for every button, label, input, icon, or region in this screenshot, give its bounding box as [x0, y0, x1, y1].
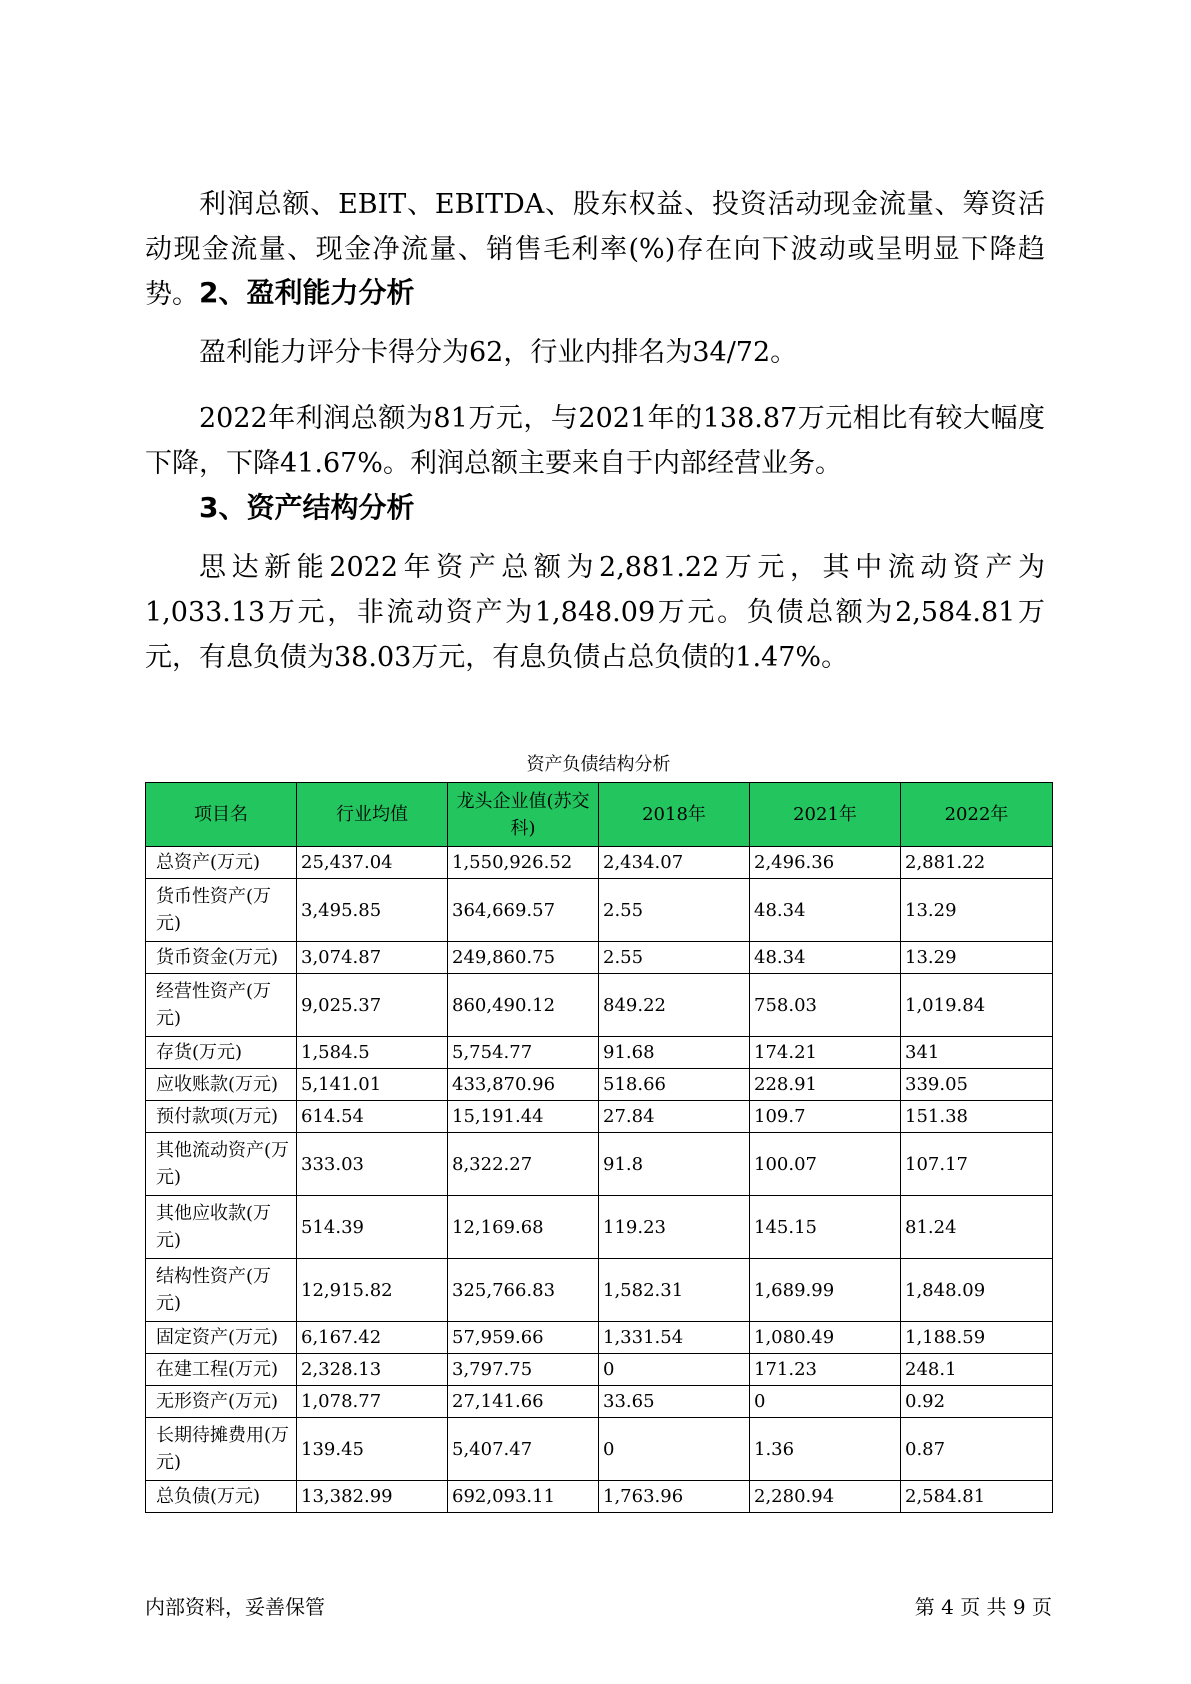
- cell: 1,848.09: [901, 1259, 1053, 1322]
- cell: 325,766.83: [448, 1259, 599, 1322]
- table-row: [146, 1133, 1053, 1196]
- table-row: [146, 879, 1053, 942]
- cell: 8,322.27: [448, 1133, 599, 1196]
- cell: 13.29: [901, 942, 1053, 974]
- cell: 2,584.81: [901, 1481, 1053, 1513]
- cell: 0.92: [901, 1386, 1053, 1418]
- cell: 433,870.96: [448, 1069, 599, 1101]
- table-row: [146, 1481, 1053, 1513]
- cell: 12,915.82: [297, 1259, 448, 1322]
- balance-sheet-table: [145, 782, 1053, 1513]
- cell: 849.22: [599, 974, 750, 1037]
- cell: 107.17: [901, 1133, 1053, 1196]
- cell: 48.34: [750, 942, 901, 974]
- cell: 2.55: [599, 879, 750, 942]
- row-label: 应收账款(万元): [146, 1069, 297, 1101]
- section-heading-asset-structure: 3、资产结构分析: [199, 491, 415, 524]
- footer-page-number: 第 4 页 共 9 页: [914, 1595, 1052, 1619]
- cell: 1,331.54: [599, 1322, 750, 1354]
- cell: 692,093.11: [448, 1481, 599, 1513]
- table-row: [146, 1354, 1053, 1386]
- table-row: [146, 1418, 1053, 1481]
- cell: 100.07: [750, 1133, 901, 1196]
- row-label: 其他应收款(万元): [146, 1196, 297, 1259]
- column-header-2022: 2022年: [901, 783, 1053, 847]
- row-label: 固定资产(万元): [146, 1322, 297, 1354]
- row-label: 存货(万元): [146, 1037, 297, 1069]
- table-row: [146, 942, 1053, 974]
- row-label: 货币资金(万元): [146, 942, 297, 974]
- cell: 1.36: [750, 1418, 901, 1481]
- cell: 145.15: [750, 1196, 901, 1259]
- footer-confidential-note: 内部资料，妥善保管: [145, 1595, 325, 1619]
- row-label: 无形资产(万元): [146, 1386, 297, 1418]
- cell: 109.7: [750, 1101, 901, 1133]
- cell: 518.66: [599, 1069, 750, 1101]
- row-label: 总负债(万元): [146, 1481, 297, 1513]
- table-row: [146, 1037, 1053, 1069]
- cell: 13.29: [901, 879, 1053, 942]
- column-header-leader: 龙头企业值(苏交科): [448, 783, 599, 847]
- cell: 614.54: [297, 1101, 448, 1133]
- row-label: 经营性资产(万元): [146, 974, 297, 1037]
- cell: 171.23: [750, 1354, 901, 1386]
- table-header-row: [146, 783, 1053, 847]
- profit-total-paragraph: 2022年利润总额为81万元，与2021年的138.87万元相比有较大幅度下降，下降41.67%。利润总额主要来自于内部经营业务。: [145, 403, 1045, 479]
- cell: 57,959.66: [448, 1322, 599, 1354]
- cell: 9,025.37: [297, 974, 448, 1037]
- cell: 33.65: [599, 1386, 750, 1418]
- cell: 139.45: [297, 1418, 448, 1481]
- table-row: [146, 1259, 1053, 1322]
- row-label: 总资产(万元): [146, 847, 297, 879]
- cell: 25,437.04: [297, 847, 448, 879]
- section-heading-profitability: 2、盈利能力分析: [199, 276, 415, 309]
- cell: 339.05: [901, 1069, 1053, 1101]
- cell: 758.03: [750, 974, 901, 1037]
- cell: 6,167.42: [297, 1322, 448, 1354]
- cell: 1,019.84: [901, 974, 1053, 1037]
- cell: 1,763.96: [599, 1481, 750, 1513]
- table-row: [146, 1322, 1053, 1354]
- profitability-score-paragraph: 盈利能力评分卡得分为62，行业内排名为34/72。: [199, 337, 798, 368]
- column-header-industry-avg: 行业均值: [297, 783, 448, 847]
- cell: 13,382.99: [297, 1481, 448, 1513]
- cell: 1,550,926.52: [448, 847, 599, 879]
- cell: 91.8: [599, 1133, 750, 1196]
- cell: 48.34: [750, 879, 901, 942]
- cell: 81.24: [901, 1196, 1053, 1259]
- cell: 27,141.66: [448, 1386, 599, 1418]
- cell: 1,582.31: [599, 1259, 750, 1322]
- cell: 5,407.47: [448, 1418, 599, 1481]
- cell: 1,188.59: [901, 1322, 1053, 1354]
- cell: 248.1: [901, 1354, 1053, 1386]
- cell: 1,689.99: [750, 1259, 901, 1322]
- intro-paragraph: 利润总额、EBIT、EBITDA、股东权益、投资活动现金流量、筹资活动现金流量、现金净流量、销售毛利率(%)存在向下波动或呈明显下降趋势。: [145, 189, 1045, 310]
- cell: 3,495.85: [297, 879, 448, 942]
- cell: 249,860.75: [448, 942, 599, 974]
- cell: 3,797.75: [448, 1354, 599, 1386]
- table-row: [146, 1386, 1053, 1418]
- cell: 0: [599, 1418, 750, 1481]
- table-row: [146, 974, 1053, 1037]
- column-header-item: 项目名: [146, 783, 297, 847]
- cell: 5,754.77: [448, 1037, 599, 1069]
- column-header-2018: 2018年: [599, 783, 750, 847]
- table-caption: 资产负债结构分析: [526, 754, 671, 775]
- cell: 860,490.12: [448, 974, 599, 1037]
- column-header-2021: 2021年: [750, 783, 901, 847]
- cell: 333.03: [297, 1133, 448, 1196]
- row-label: 货币性资产(万元): [146, 879, 297, 942]
- cell: 1,584.5: [297, 1037, 448, 1069]
- cell: 15,191.44: [448, 1101, 599, 1133]
- cell: 2,881.22: [901, 847, 1053, 879]
- cell: 2,280.94: [750, 1481, 901, 1513]
- cell: 119.23: [599, 1196, 750, 1259]
- cell: 364,669.57: [448, 879, 599, 942]
- cell: 341: [901, 1037, 1053, 1069]
- cell: 91.68: [599, 1037, 750, 1069]
- row-label: 预付款项(万元): [146, 1101, 297, 1133]
- cell: 1,080.49: [750, 1322, 901, 1354]
- cell: 27.84: [599, 1101, 750, 1133]
- cell: 2.55: [599, 942, 750, 974]
- cell: 2,434.07: [599, 847, 750, 879]
- cell: 1,078.77: [297, 1386, 448, 1418]
- table-row: [146, 1069, 1053, 1101]
- asset-structure-paragraph: 思达新能2022年资产总额为2,881.22万元，其中流动资产为1,033.13万元，非流动资产为1,848.09万元。负债总额为2,584.81万元，有息负债为38.03万元，有息负债占总负债的1.47%。: [145, 552, 1045, 673]
- table-row: [146, 1101, 1053, 1133]
- cell: 5,141.01: [297, 1069, 448, 1101]
- cell: 514.39: [297, 1196, 448, 1259]
- cell: 12,169.68: [448, 1196, 599, 1259]
- cell: 3,074.87: [297, 942, 448, 974]
- row-label: 在建工程(万元): [146, 1354, 297, 1386]
- cell: 2,328.13: [297, 1354, 448, 1386]
- cell: 0: [750, 1386, 901, 1418]
- cell: 2,496.36: [750, 847, 901, 879]
- cell: 0.87: [901, 1418, 1053, 1481]
- cell: 151.38: [901, 1101, 1053, 1133]
- row-label: 长期待摊费用(万元): [146, 1418, 297, 1481]
- row-label: 结构性资产(万元): [146, 1259, 297, 1322]
- cell: 228.91: [750, 1069, 901, 1101]
- table-row: [146, 1196, 1053, 1259]
- row-label: 其他流动资产(万元): [146, 1133, 297, 1196]
- cell: 174.21: [750, 1037, 901, 1069]
- table-row: [146, 847, 1053, 879]
- cell: 0: [599, 1354, 750, 1386]
